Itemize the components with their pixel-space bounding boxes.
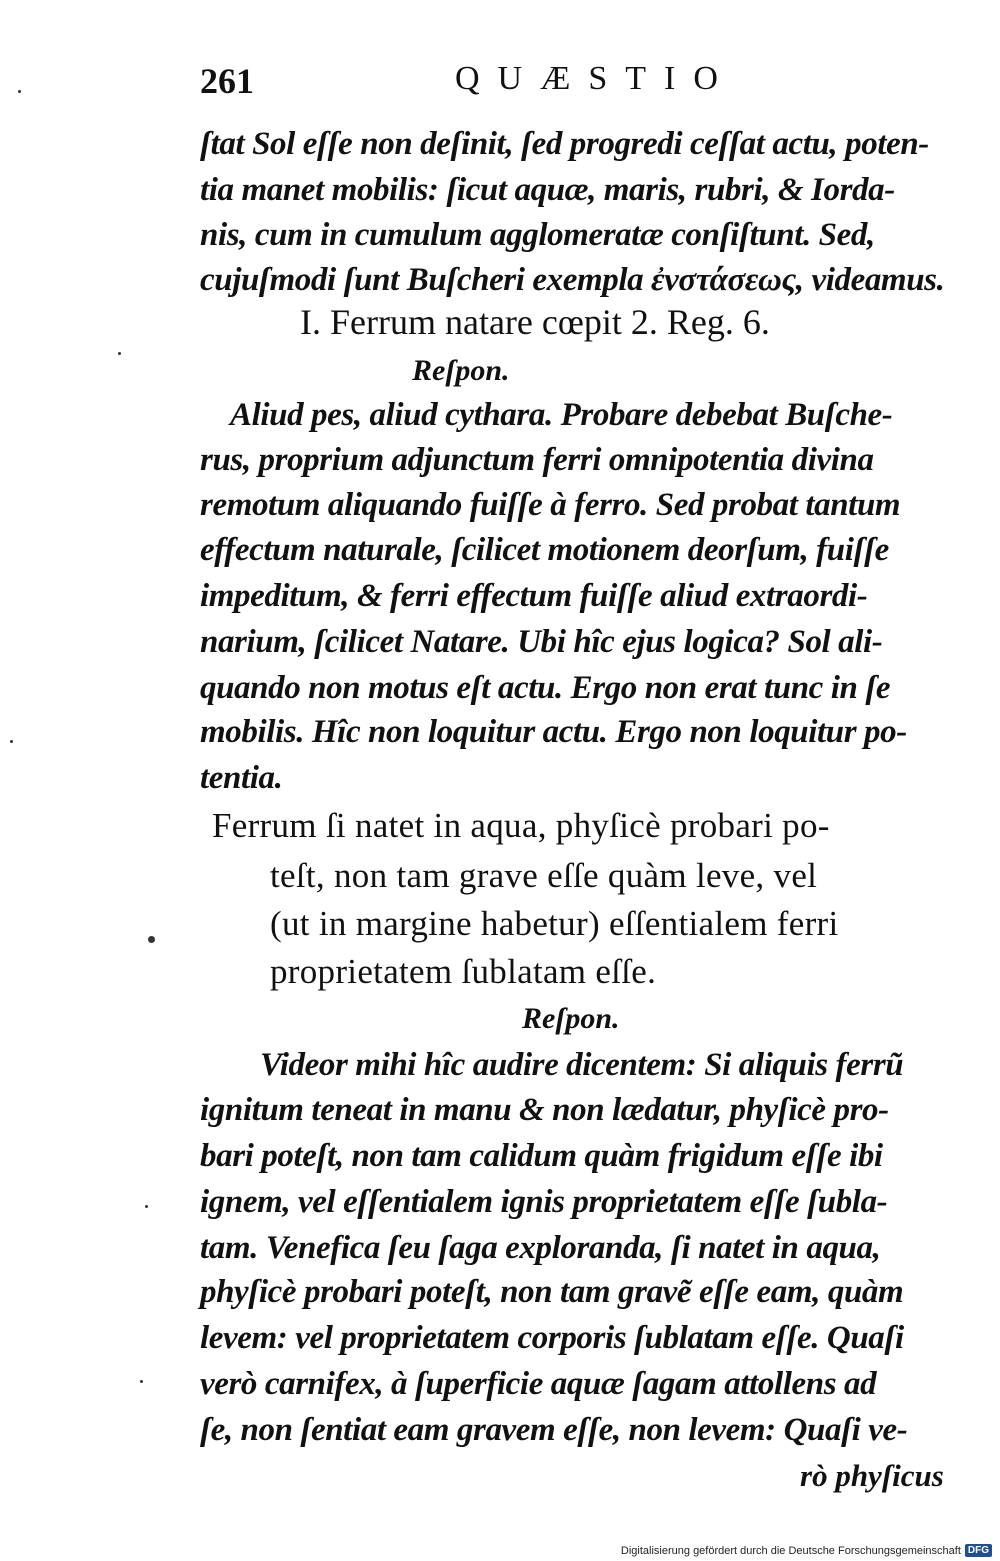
section-heading: I. Ferrum natare cœpit 2. Reg. 6. [300, 302, 770, 342]
text-line: nis, cum in cumulum agglomeratæ conſiſtunt. Sed, [200, 217, 875, 253]
text-line: ſtat Sol eſſe non deſinit, ſed progredi ceſſat actu, poten- [200, 126, 929, 162]
digitization-footer [621, 1544, 992, 1557]
text-line: bari poteſt, non tam calidum quàm frigidum eſſe ibi [200, 1138, 883, 1174]
respon-label: Reſpon. [522, 1002, 620, 1035]
page-header [200, 60, 960, 104]
text-line: teſt, non tam grave eſſe quàm leve, vel [270, 856, 818, 895]
text-line: tia manet mobilis: ſicut aquæ, maris, rubri, & Iorda- [200, 172, 895, 208]
text-line: impeditum, & ferri effectum fuiſſe aliud extraordi- [200, 578, 868, 614]
text-line: Videor mihi hîc audire dicentem: Si aliquis ferrũ [260, 1047, 904, 1083]
text-line: narium, ſcilicet Natare. Ubi hîc ejus logica? Sol ali- [200, 624, 883, 660]
ink-speck [118, 352, 121, 355]
text-line: mobilis. Hîc non loquitur actu. Ergo non loquitur po- [200, 714, 907, 750]
text-line: verò carnifex, à ſuperficie aquæ ſagam attollens ad [200, 1366, 877, 1402]
text-line: (ut in margine habetur) eſſentialem ferri [270, 904, 839, 943]
text-line: quando non motus eſt actu. Ergo non erat tunc in ſe [200, 670, 891, 706]
text-line: ſe, non ſentiat eam gravem eſſe, non levem: Quaſi ve- [200, 1412, 908, 1448]
ink-speck [18, 90, 21, 93]
text-line: Ferrum ſi natet in aqua, phyſicè probari po- [212, 806, 830, 845]
text-line: ignitum teneat in manu & non lædatur, phyſicè pro- [200, 1092, 889, 1128]
ink-speck [148, 936, 155, 943]
page-number: 261 [200, 61, 254, 101]
text-line: phyſicè probari poteſt, non tam gravẽ eſſe eam, quàm [200, 1274, 904, 1310]
ink-speck [140, 1380, 143, 1383]
text-line: tentia. [200, 760, 283, 796]
text-line: tam. Venefica ſeu ſaga exploranda, ſi natet in aqua, [200, 1230, 881, 1266]
text-line: proprietatem ſublatam eſſe. [270, 952, 657, 991]
text-line: effectum naturale, ſcilicet motionem deorſum, fuiſſe [200, 532, 889, 568]
ink-speck [145, 1205, 148, 1208]
text-line: ignem, vel eſſentialem ignis proprietatem eſſe ſubla- [200, 1184, 888, 1220]
catchword: rò phyſicus [800, 1458, 944, 1493]
footer-credit: Digitalisierung gefördert durch die Deutsche Forschungsgemeinschaft [620, 1544, 961, 1557]
ink-speck [10, 740, 13, 743]
text-line: Aliud pes, aliud cythara. Probare debebat Buſche- [230, 397, 893, 433]
text-line: levem: vel proprietatem corporis ſublatam eſſe. Quaſi [200, 1320, 904, 1356]
dfg-logo-icon: DFG [965, 1544, 992, 1557]
running-head: QUÆSTIO [455, 60, 736, 97]
text-line: cujuſmodi ſunt Buſcheri exempla ἐνστάσεως, videamus. [200, 262, 945, 298]
text-line: remotum aliquando fuiſſe à ferro. Sed probat tantum [200, 487, 901, 523]
respon-label: Reſpon. [412, 354, 510, 387]
text-line: rus, proprium adjunctum ferri omnipotentia divina [200, 442, 874, 478]
